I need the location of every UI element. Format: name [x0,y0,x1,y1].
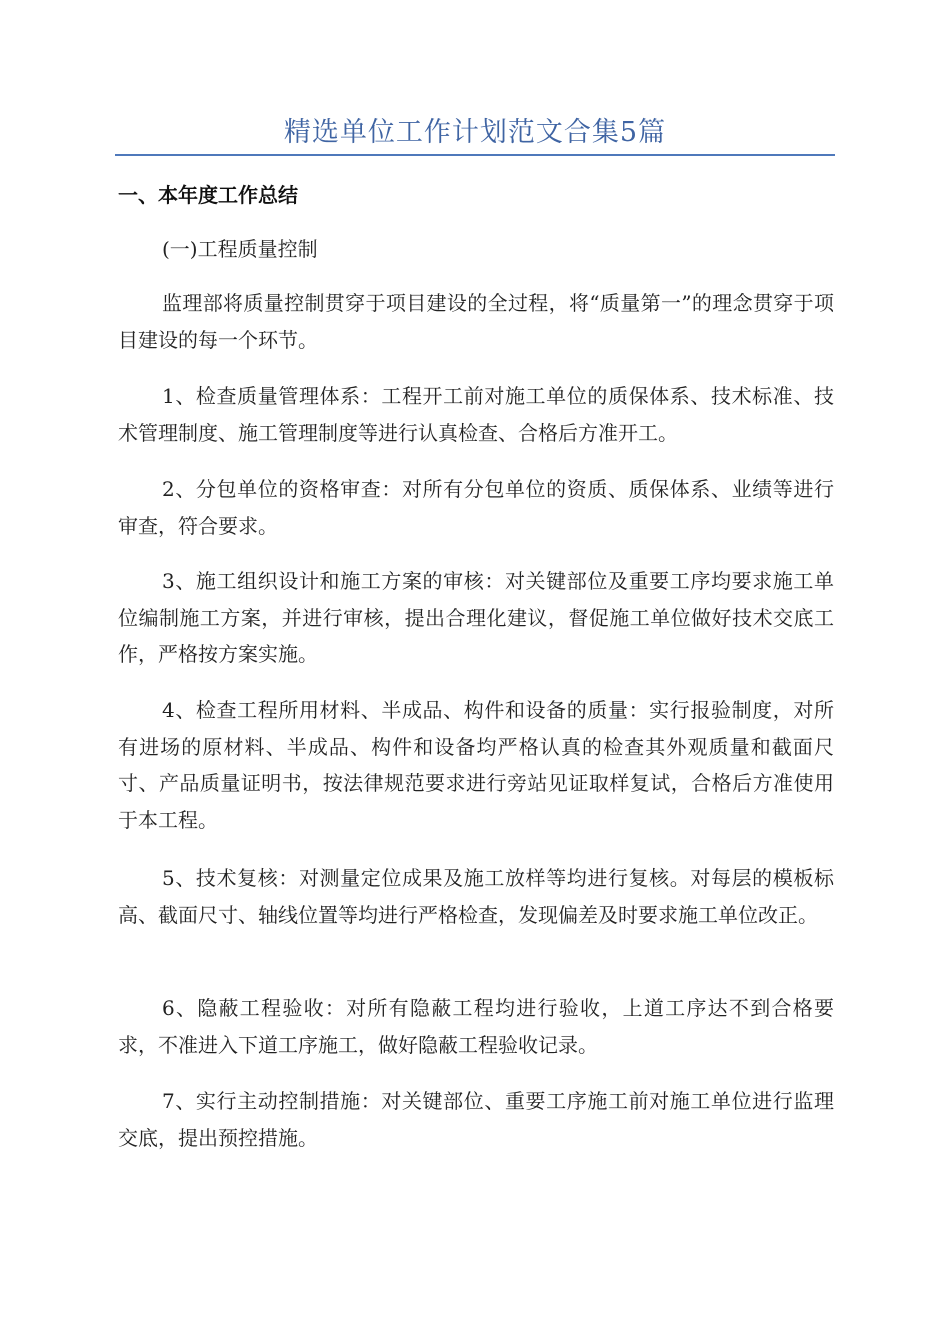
document-title: 精选单位工作计划范文合集5篇 [283,117,667,148]
paragraph-item-4: 4、检查工程所用材料、半成品、构件和设备的质量：实行报验制度，对所有进场的原材料、半成品、构件和设备均严格认真的检查其外观质量和截面尺寸、产品质量证明书，按法律规范要求进行旁站见证取样复试，合格后方准使用于本工程。 [118,698,834,832]
paragraph-item-7: 7、实行主动控制措施：对关键部位、重要工序施工前对施工单位进行监理交底，提出预控措施。 [118,1089,834,1150]
section-heading: 一、本年度工作总结 [118,183,298,207]
paragraph-item-1: 1、检查质量管理体系：工程开工前对施工单位的质保体系、技术标准、技术管理制度、施工管理制度等进行认真检查、合格后方准开工。 [118,384,834,445]
title-underline [115,154,835,156]
subsection-heading: (一)工程质量控制 [162,237,318,261]
paragraph-item-2: 2、分包单位的资格审查：对所有分包单位的资质、质保体系、业绩等进行审查，符合要求。 [118,477,834,538]
paragraph-item-6: 6、隐蔽工程验收：对所有隐蔽工程均进行验收，上道工序达不到合格要求，不准进入下道工序施工，做好隐蔽工程验收记录。 [118,996,834,1057]
paragraph-intro: 监理部将质量控制贯穿于项目建设的全过程，将“质量第一”的理念贯穿于项目建设的每一个环节。 [118,291,834,352]
paragraph-item-5: 5、技术复核：对测量定位成果及施工放样等均进行复核。对每层的模板标高、截面尺寸、轴线位置等均进行严格检查，发现偏差及时要求施工单位改正。 [118,866,834,927]
paragraph-item-3: 3、施工组织设计和施工方案的审核：对关键部位及重要工序均要求施工单位编制施工方案，并进行审核，提出合理化建议，督促施工单位做好技术交底工作，严格按方案实施。 [118,569,834,666]
